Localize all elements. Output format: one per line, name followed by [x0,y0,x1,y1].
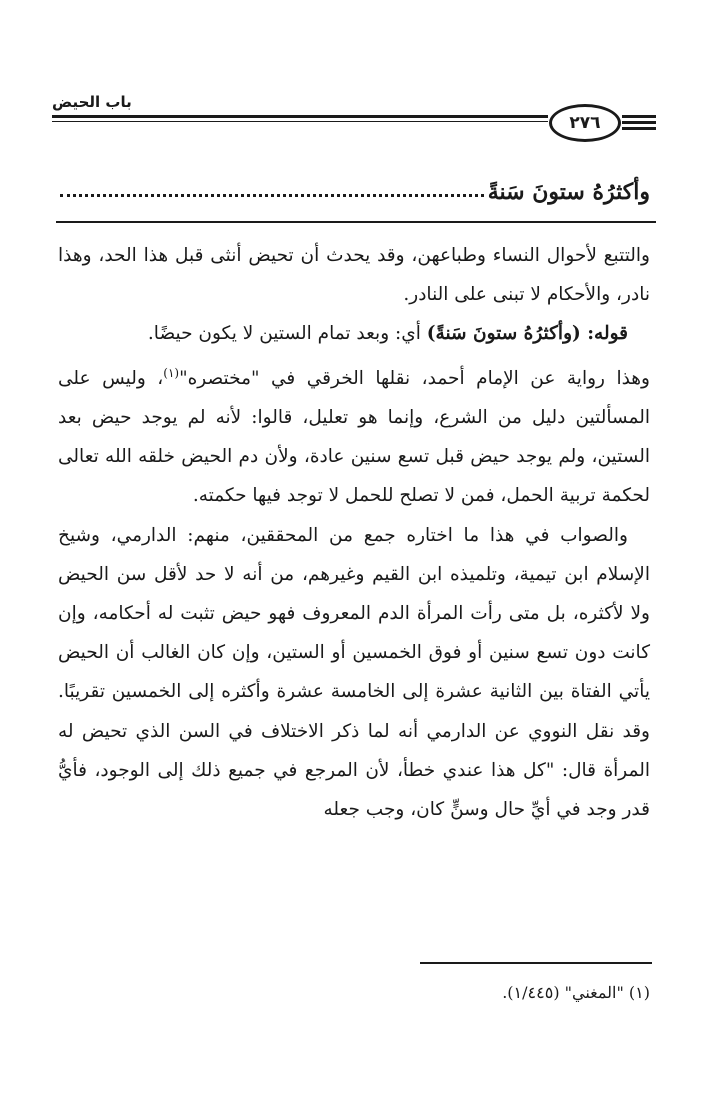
body-text [58,236,650,829]
paragraph-4-text: والصواب في هذا ما اختاره جمع من المحققين، منهم: الدارمي، وشيخ الإسلام ابن تيمية، وتلميذه ابن القيم وغيرهم، من أنه لا حد لأقل سن الحيض ولا لأكثره، بل متى رأت المرأة الدم المعروف فهو حيض تثبت له أحكامه، وإن كانت دون تسع سنين أو فوق الخمسين أو الستين، وإن كان الغالب أن الحيض يأتي الفتاة بين الثانية عشرة إلى الخامسة عشرة وأكثره إلى الخمسين تقريبًا. وقد نقل النووي عن الدارمي أنه لما ذكر الاختلاف في السن الذي تحيض له المرأة قال: "كل هذا عندي خطأ، لأن المرجع في جميع ذلك إلى الوجود، فأيُّ قدر وجد في أيِّ حال وسنٍّ كان، وجب جعله [58,524,650,820]
matn-heading [60,163,650,203]
header-rule-left [52,115,548,118]
chapter-title: باب الحيض [52,93,132,111]
paragraph-3-text-b: ، وليس على المسألتين دليل من الشرع، وإنما هو تعليل، قالوا: لأنه لم يوجد حيض بعد الستين، ولم يوجد حيض قبل تسع سنين عادة، ولأن دم الحيض خلقه الله تعالى لحكمة تربية الحمل، فمن لا تصلح للحمل لا توجد فيها حكمته. [58,367,650,507]
paragraph-2 [58,314,650,353]
matn-text: وأكثرُهُ ستونَ سَنةً [487,179,650,205]
paragraph-2-text: أي: وبعد تمام الستين لا يكون حيضًا. [147,323,421,345]
footnote [58,983,650,1002]
paragraph-3-text-a: وهذا رواية عن الإمام أحمد، نقلها الخرقي في "مختصره" [179,367,650,389]
qawl-label: قوله: (وأكثرُهُ ستونَ سَنةً) [426,323,628,345]
paragraph-1-text: والتتبع لأحوال النساء وطباعهن، وقد يحدث أن تحيض أنثى قبل هذا الحد، وهذا نادر، والأحكام لا تبنى على النادر. [58,245,650,306]
header-rule-left-thin [52,121,548,122]
footnote-rule [420,962,652,964]
header-rule-right-2 [622,121,656,124]
page-number: ٢٧٦ [569,113,601,133]
footnote-reference[interactable]: (١) [163,365,180,380]
footnote-mark: (١) [628,983,650,1002]
matn-rule [56,221,656,223]
paragraph-1 [58,236,650,314]
matn-dotted-leader [60,194,484,197]
paragraph-3 [58,354,650,516]
page-number-badge [549,104,621,142]
footnote-text: "المغني" (١/٤٤٥). [502,983,624,1002]
header-rule-right-3 [622,127,656,130]
header-rule-right [622,115,656,118]
paragraph-4 [58,516,650,830]
